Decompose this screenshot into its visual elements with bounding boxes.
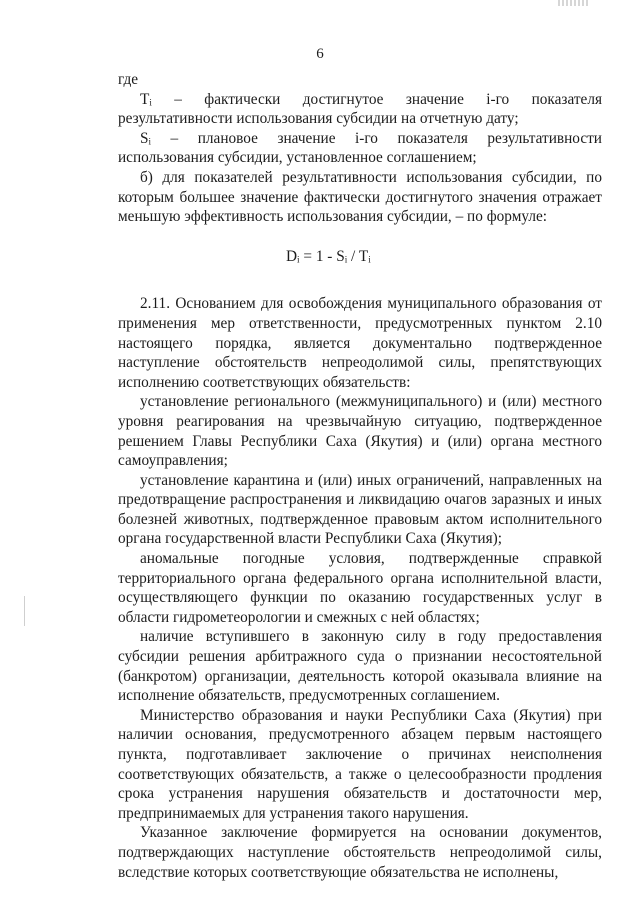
paragraph-weather: аномальные погодные условия, подтвержденные справкой территориального органа федерального органа исполнительной власти, осуществляющего функции по оказанию государственных услуг в области гидрометеорологии и смежных с ней областях; — [118, 550, 602, 626]
paragraph-item-b: б) для показателей результативности использования субсидии, по которым большее значение фактически достигнутого значения отражает меньшую эффективность использования субсидии, – по формуле: — [118, 168, 602, 226]
margin-artifact — [24, 596, 25, 626]
formula: Dᵢ = 1 - Sᵢ / Tᵢ — [286, 247, 371, 265]
paragraph-where: где — [118, 71, 139, 88]
paragraph-2-11: 2.11. Основанием для освобождения муниципального образования от применения мер ответственности, предусмотренных пунктом 2.10 настоящего порядка, является документально подтвержденное наступление обстоятельств непреодолимой силы, препятствующих исполнению соответствующих обязательств: — [118, 295, 602, 391]
paragraph-emergency: установление регионального (межмуниципального) и (или) местного уровня реагирования на чрезвычайную ситуацию, подтвержденное решением Главы Республики Саха (Якутия) и (или) органа местного самоуправления; — [118, 393, 602, 470]
document-body — [118, 70, 602, 882]
page-number: 6 — [316, 46, 324, 62]
paragraph-ministry: Министерство образования и науки Республики Саха (Якутия) при наличии основания, предусмотренного абзацем первым настоящего пункта, подготавливает заключение о причинах неисполнения соответствующих обязательств, а также о целесообразности продления срока устранения нарушения обязательств и достаточности мер, предпринимаемых для устранения такого нарушения. — [118, 706, 602, 822]
paragraph-bankruptcy: наличие вступившего в законную силу в году предоставления субсидии решения арбитражного суда о признании несостоятельной (банкротом) организации, деятельность которой оказывала влияние на исполнение обязательств, предусмотренных соглашением. — [118, 628, 602, 705]
paragraph-quarantine: установление карантина и (или) иных ограничений, направленных на предотвращение распространения и ликвидацию очагов заразных и иных болезней животных, подтвержденное правовым актом исполнительного органа государственной власти Республики Саха (Якутия); — [118, 471, 602, 548]
paragraph-t-definition: Tᵢ – фактически достигнутое значение i-го показателя результативности использования субсидии на отчетную дату; — [118, 90, 602, 128]
paragraph-s-definition: Sᵢ – плановое значение i-го показателя результативности использования субсидии, установленное соглашением; — [118, 129, 602, 167]
scan-artifact — [558, 0, 588, 6]
paragraph-conclusion: Указанное заключение формируется на основании документов, подтверждающих наступление обстоятельств непреодолимой силы, вследствие которых соответствующие обязательства не исполнены, — [118, 824, 602, 881]
